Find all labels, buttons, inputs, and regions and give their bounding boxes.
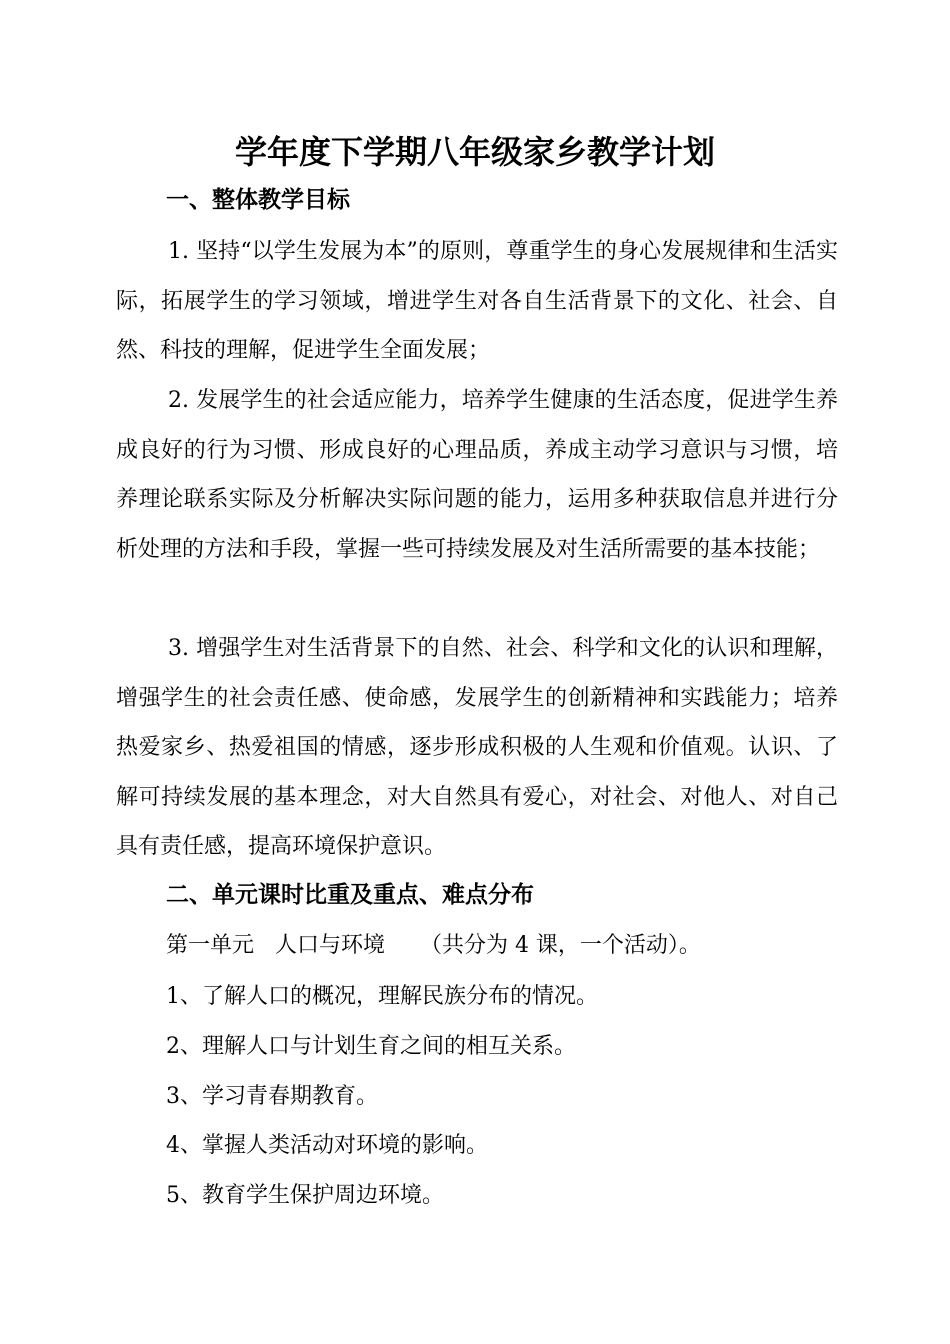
list-item: 4、掌握人类活动对环境的影响。 <box>166 1133 488 1158</box>
list-item: 3、学习青春期教育。 <box>166 1084 378 1109</box>
goal-paragraph-3: 3. 增强学生对生活背景下的自然、社会、科学和文化的认识和理解，增强学生的社会责任感、使命感，发展学生的创新精神和实践能力；培养热爱家乡、热爱祖国的情感，逐步形成积极的人生观和价值观。认识、了解可持续发展的基本理念，对大自然具有爱心，对社会、对他人、对自己具有责任感，提高环境保护意识。 <box>116 636 838 859</box>
section-heading-goals: 一、整体教学目标 <box>166 187 350 213</box>
list-item: 2、理解人口与计划生育之间的相互关系。 <box>166 1034 576 1059</box>
list-item: 1、了解人口的概况，理解民族分布的情况。 <box>166 984 598 1009</box>
list-item: 5、教育学生保护周边环境。 <box>166 1183 444 1208</box>
goal-paragraph-1: 1. 坚持“以学生发展为本”的原则，尊重学生的身心发展规律和生活实际，拓展学生的学习领域，增进学生对各自生活背景下的文化、社会、自然、科技的理解，促进学生全面发展； <box>116 239 838 363</box>
document-title: 学年度下学期八年级家乡教学计划 <box>234 133 715 171</box>
unit-line: 第一单元 人口与环境 （共分为 4 课，一个活动）。 <box>166 933 701 958</box>
section-heading-units: 二、单元课时比重及重点、难点分布 <box>166 882 534 908</box>
goal-paragraph-2: 2. 发展学生的社会适应能力，培养学生健康的生活态度，促进学生养成良好的行为习惯、形成良好的心理品质，养成主动学习意识与习惯，培养理论联系实际及分析解决实际问题的能力，运用多种获取信息并进行分析处理的方法和手段，掌握一些可持续发展及对生活所需要的基本技能； <box>116 388 838 562</box>
